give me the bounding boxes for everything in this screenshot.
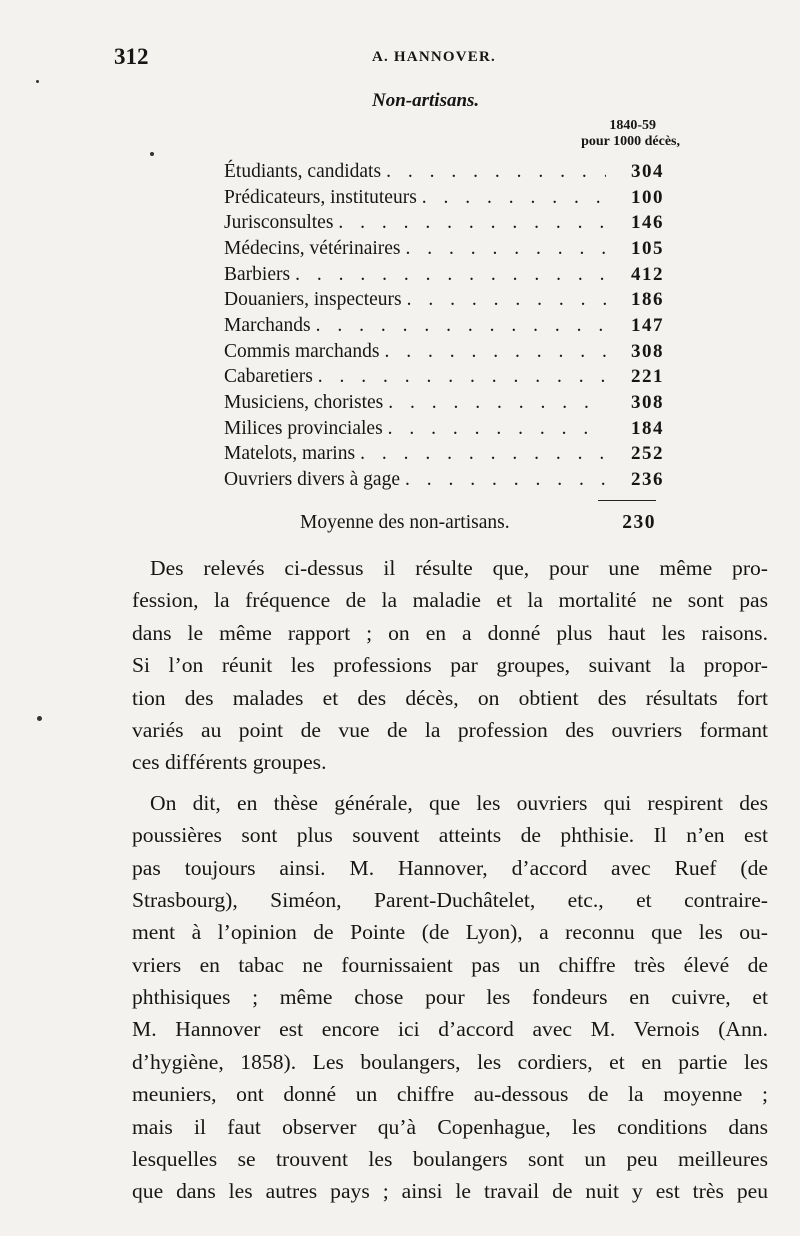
column-unit: pour 1000 décès, — [581, 134, 680, 149]
column-years: 1840-59 — [609, 118, 656, 133]
row-label: Milices provinciales — [224, 417, 383, 439]
text-line: vriers en tabac ne fournissaient pas un chiffre très élevé de — [132, 952, 768, 977]
text-line: Strasbourg), Siméon, Parent-Duchâtelet, etc., et contraire- — [132, 887, 768, 912]
sum-rule — [598, 500, 656, 501]
row-label: Matelots, marins — [224, 443, 356, 465]
text-line: poussières sont plus souvent atteints de phthisie. Il n’en est — [132, 823, 768, 848]
page-number: 312 — [114, 44, 149, 69]
leader-dots — [402, 289, 606, 311]
leader-dots — [417, 187, 606, 209]
row-label: Musiciens, choristes — [224, 392, 384, 414]
row-value: 100 — [631, 186, 664, 208]
leader-dots — [400, 469, 606, 491]
row-value: 221 — [631, 366, 664, 388]
text-line: ces différents groupes. — [132, 750, 327, 775]
text-line: ment à l’opinion de Pointe (de Lyon), a reconnu que les ou- — [132, 920, 768, 945]
mortality-table — [224, 159, 664, 493]
text-line: Si l’on réunit les professions par groupes, suivant la propor- — [132, 653, 768, 678]
table-row — [224, 159, 664, 185]
row-value: 252 — [631, 443, 664, 465]
text-line: dans le même rapport ; on en a donné plus haut les raisons. — [132, 620, 768, 645]
text-line: mais il faut observer qu’à Copenhague, les conditions dans — [132, 1114, 768, 1139]
text-line: On dit, en thèse générale, que les ouvriers qui respirent des — [150, 790, 768, 815]
ink-speck — [37, 716, 42, 721]
average-row — [300, 510, 656, 536]
leader-dots — [355, 443, 606, 465]
leader-dots — [383, 392, 606, 414]
row-value: 105 — [631, 237, 664, 259]
leader-dots — [401, 238, 606, 260]
average-value: 230 — [622, 512, 656, 533]
text-line: Des relevés ci-dessus il résulte que, pour une même pro- — [150, 556, 768, 580]
row-value: 308 — [631, 340, 664, 362]
row-value: 146 — [631, 212, 664, 234]
leader-dots — [311, 315, 606, 337]
text-line: meuniers, ont donné un chiffre au-dessous de la moyenne ; — [132, 1082, 768, 1107]
row-value: 412 — [631, 263, 664, 285]
row-label: Douaniers, inspecteurs — [224, 289, 402, 311]
table-row — [224, 236, 664, 262]
ink-speck — [150, 152, 154, 156]
row-value: 147 — [631, 314, 664, 336]
text-line: que dans les autres pays ; ainsi le travail de nuit y est très peu — [132, 1179, 768, 1204]
row-label: Barbiers — [224, 263, 291, 285]
leader-dots — [333, 212, 606, 234]
row-value: 186 — [631, 289, 664, 311]
leader-dots — [313, 366, 606, 388]
column-header — [540, 118, 680, 150]
row-value: 304 — [631, 160, 664, 182]
text-line: M. Hannover est encore ici d’accord avec M. Vernois (Ann. — [132, 1017, 768, 1042]
text-line: variés au point de vue de la profession des ouvriers formant — [132, 717, 768, 742]
table-row — [224, 416, 664, 442]
table-row — [224, 185, 664, 211]
row-value: 308 — [631, 392, 664, 414]
row-label: Cabaretiers — [224, 366, 313, 388]
table-row — [224, 262, 664, 288]
running-head: A. HANNOVER. — [372, 49, 496, 65]
table-row — [224, 287, 664, 313]
row-label: Étudiants, candidats — [224, 160, 382, 182]
row-label: Médecins, vétérinaires — [224, 237, 401, 259]
row-label: Marchands — [224, 314, 311, 336]
table-row — [224, 467, 664, 493]
table-row — [224, 339, 664, 365]
leader-dots — [383, 418, 606, 440]
row-label: Prédicateurs, instituteurs — [224, 186, 417, 208]
section-title: Non-artisans. — [372, 90, 480, 111]
table-row — [224, 313, 664, 339]
row-label: Jurisconsultes — [224, 212, 334, 234]
row-label: Commis marchands — [224, 340, 380, 362]
table-row — [224, 390, 664, 416]
row-label: Ouvriers divers à gage — [224, 469, 400, 491]
text-line: phthisiques ; même chose pour les fondeurs en cuivre, et — [132, 985, 768, 1010]
body-text — [132, 552, 768, 1208]
leader-dots — [381, 161, 606, 183]
ink-speck — [36, 80, 39, 83]
text-line: lesquelles se trouvent les boulangers sont un peu meilleures — [132, 1147, 768, 1172]
table-row — [224, 365, 664, 391]
table-row — [224, 442, 664, 468]
row-value: 184 — [631, 417, 664, 439]
text-line: tion des malades et des décès, on obtient des résultats fort — [132, 685, 768, 710]
table-row — [224, 210, 664, 236]
text-line: d’hygiène, 1858). Les boulangers, les cordiers, et en partie les — [132, 1049, 768, 1074]
leader-dots — [290, 264, 606, 286]
text-line: pas toujours ainsi. M. Hannover, d’accord avec Ruef (de — [132, 855, 768, 880]
paragraph-gap — [132, 779, 768, 787]
leader-dots — [379, 341, 606, 363]
average-label: Moyenne des non-artisans. — [300, 512, 510, 533]
row-value: 236 — [631, 469, 664, 491]
text-line: fession, la fréquence de la maladie et la mortalité ne sont pas — [132, 588, 768, 613]
page-header — [0, 44, 800, 74]
